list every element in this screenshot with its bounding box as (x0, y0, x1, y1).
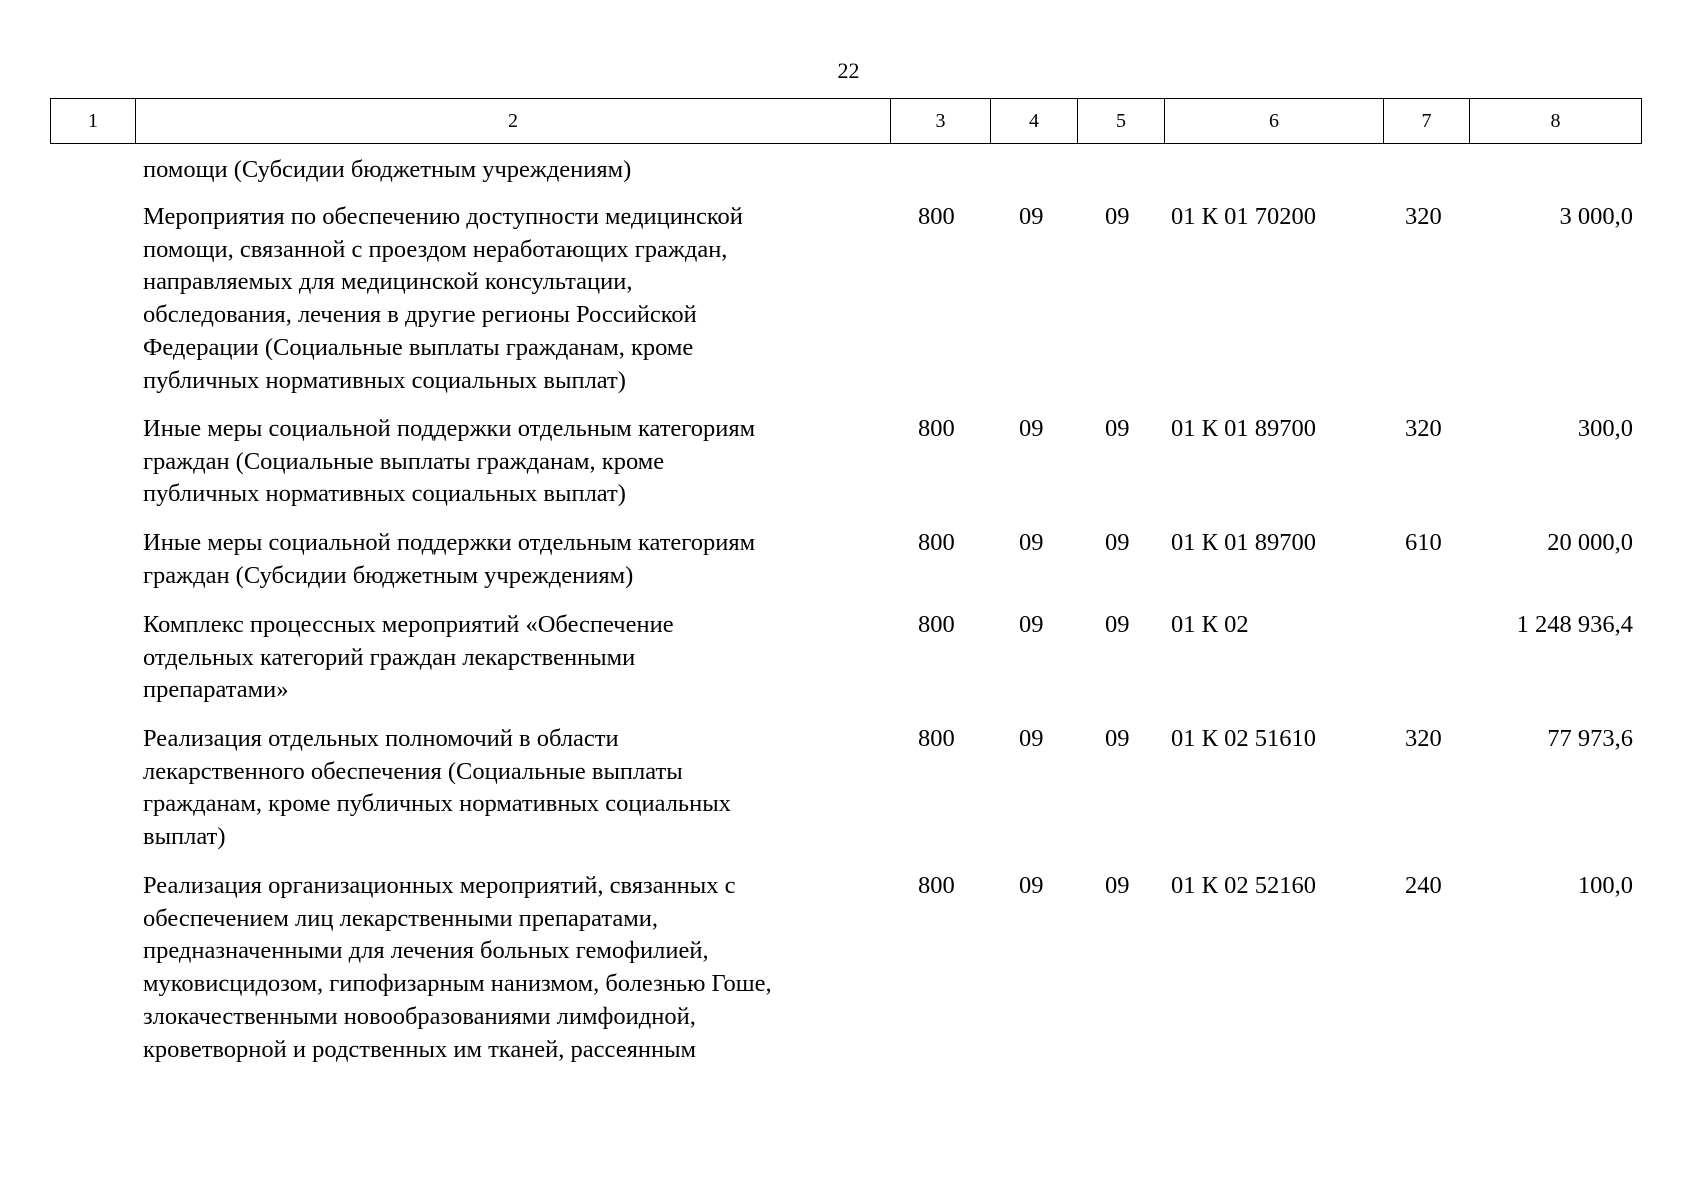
row-col-8: 20 000,0 (1547, 529, 1633, 556)
header-col-8: 8 (1470, 99, 1642, 144)
description-line: выплат) (143, 823, 226, 851)
row-col-8: 1 248 936,4 (1516, 611, 1633, 638)
description-line: обследования, лечения в другие регионы Российской (143, 301, 697, 329)
row-description (143, 527, 893, 592)
page-number: 22 (837, 58, 860, 83)
row-col-4: 09 (1019, 872, 1044, 899)
description-line: кроветворной и родственных им тканей, рассеянным (143, 1035, 697, 1063)
row-col-4: 09 (1019, 611, 1044, 638)
row-col-8: 77 973,6 (1547, 725, 1633, 752)
row-col-5: 09 (1105, 203, 1130, 230)
row-description (143, 870, 893, 1066)
description-line: отдельных категорий граждан лекарственными (143, 643, 636, 671)
row-col-7: 240 (1405, 872, 1442, 899)
row-col-5: 09 (1105, 529, 1130, 556)
description-line: граждан (Субсидии бюджетным учреждениям) (143, 561, 634, 589)
row-description (143, 413, 893, 511)
header-col-7: 7 (1384, 99, 1470, 144)
description-line: публичных нормативных социальных выплат) (143, 480, 626, 508)
row-col-6: 01 К 01 89700 (1171, 529, 1316, 556)
description-line: Мероприятия по обеспечению доступности медицинской (143, 203, 743, 230)
description-line: Реализация организационных мероприятий, связанных с (143, 872, 736, 899)
description-line: гражданам, кроме публичных нормативных социальных (143, 790, 731, 818)
row-col-3: 800 (918, 203, 955, 230)
row-col-6: 01 К 01 89700 (1171, 415, 1316, 442)
row-col-4: 09 (1019, 725, 1044, 752)
header-col-3: 3 (891, 99, 991, 144)
row-col-5: 09 (1105, 415, 1130, 442)
row-description (143, 723, 893, 854)
table-header (50, 98, 1642, 144)
row-col-7: 320 (1405, 725, 1442, 752)
row-description (143, 154, 893, 187)
row-col-8: 3 000,0 (1559, 203, 1633, 230)
description-line: муковисцидозом, гипофизарным нанизмом, болезнью Гоше, (143, 970, 772, 998)
description-line: злокачественными новообразованиями лимфоидной, (143, 1002, 696, 1030)
description-line: Реализация отдельных полномочий в области (143, 725, 619, 752)
row-col-5: 09 (1105, 611, 1130, 638)
row-col-7: 320 (1405, 415, 1442, 442)
row-col-5: 09 (1105, 872, 1130, 899)
row-col-3: 800 (918, 872, 955, 899)
description-line: помощи (Субсидии бюджетным учреждениям) (143, 156, 632, 183)
row-col-6: 01 К 01 70200 (1171, 203, 1316, 230)
row-col-3: 800 (918, 725, 955, 752)
row-col-8: 300,0 (1577, 415, 1633, 442)
description-line: препаратами» (143, 676, 289, 704)
row-col-5: 09 (1105, 725, 1130, 752)
header-col-4: 4 (991, 99, 1078, 144)
row-col-3: 800 (918, 415, 955, 442)
row-col-3: 800 (918, 529, 955, 556)
row-col-8: 100,0 (1577, 872, 1633, 899)
row-col-3: 800 (918, 611, 955, 638)
row-col-6: 01 К 02 (1171, 611, 1249, 638)
description-line: помощи, связанной с проездом неработающих граждан, (143, 235, 728, 263)
row-col-6: 01 К 02 52160 (1171, 872, 1316, 899)
row-col-7: 320 (1405, 203, 1442, 230)
description-line: предназначенными для лечения больных гемофилией, (143, 937, 709, 965)
row-col-7: 610 (1405, 529, 1442, 556)
description-line: обеспечением лиц лекарственными препаратами, (143, 904, 659, 932)
description-line: граждан (Социальные выплаты гражданам, кроме (143, 447, 665, 475)
description-line: публичных нормативных социальных выплат) (143, 366, 626, 394)
description-line: Комплекс процессных мероприятий «Обеспечение (143, 611, 674, 638)
description-line: лекарственного обеспечения (Социальные выплаты (143, 757, 683, 785)
row-description (143, 609, 893, 707)
description-line: Иные меры социальной поддержки отдельным категориям (143, 529, 756, 556)
header-col-6: 6 (1165, 99, 1384, 144)
header-col-2: 2 (136, 99, 891, 144)
row-col-4: 09 (1019, 203, 1044, 230)
description-line: направляемых для медицинской консультации, (143, 268, 633, 296)
header-col-1: 1 (51, 99, 136, 144)
row-col-4: 09 (1019, 529, 1044, 556)
header-col-5: 5 (1078, 99, 1165, 144)
row-description (143, 201, 893, 397)
row-col-6: 01 К 02 51610 (1171, 725, 1316, 752)
row-col-4: 09 (1019, 415, 1044, 442)
description-line: Иные меры социальной поддержки отдельным категориям (143, 415, 756, 442)
description-line: Федерации (Социальные выплаты гражданам, кроме (143, 333, 694, 361)
